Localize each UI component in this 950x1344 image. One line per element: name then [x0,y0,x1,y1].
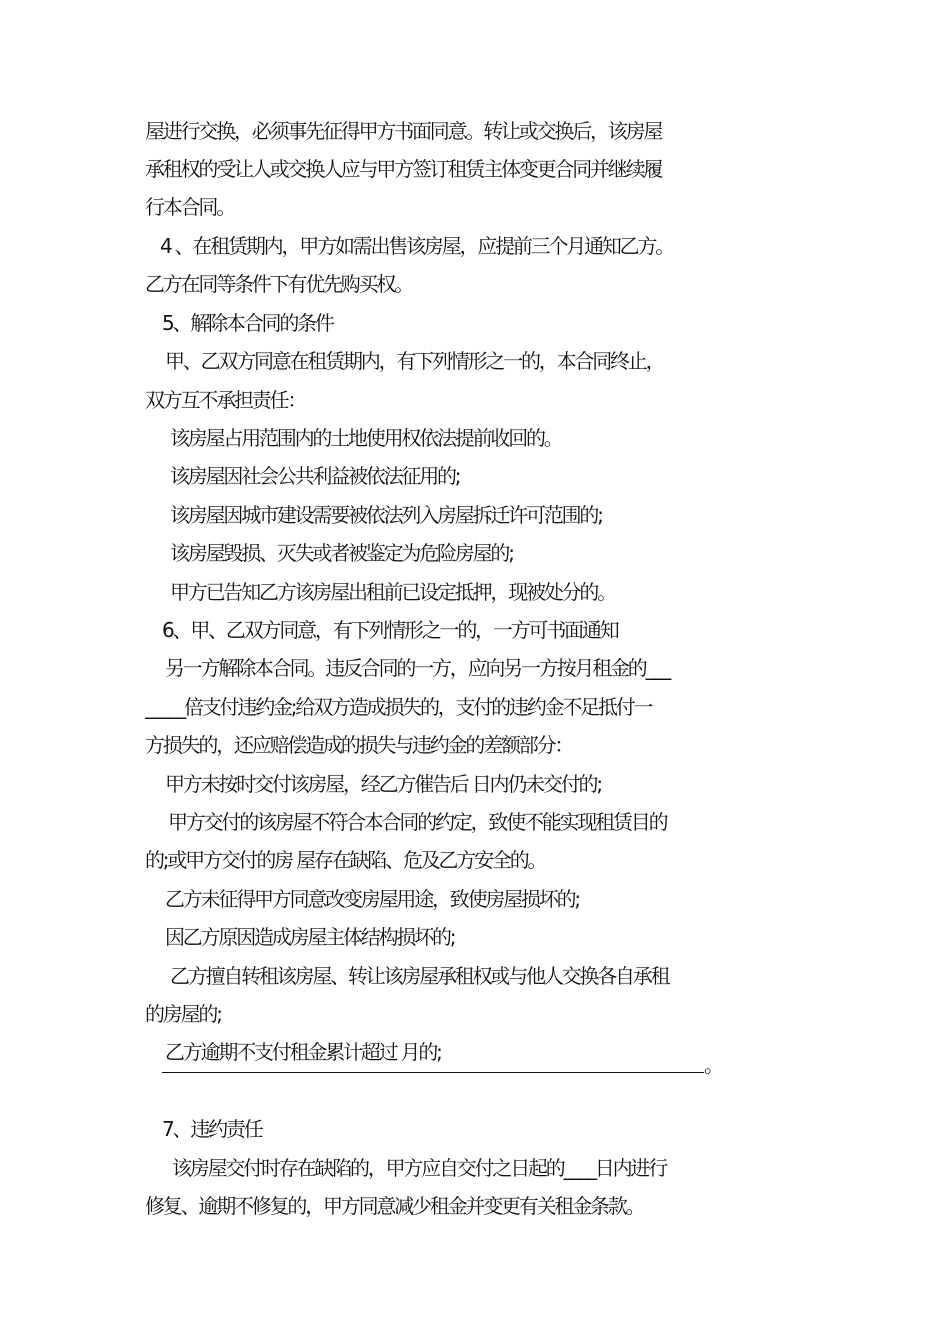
list-item: 该房屋占用范围内的土地使用权依法提前收回的。 [170,426,562,450]
list-item: 甲方交付的该房屋不符合本合同的约定，致使不能实现租赁目的 [168,810,667,834]
list-item: 甲方已告知乙方该房屋出租前已设定抵押，现被处分的。 [170,580,615,604]
list-item: 甲方未按时交付该房屋，经乙方催告后 日内仍未交付的; [165,772,601,796]
text-line: 修复、逾期不修复的，甲方同意减少租金并变更有关租金条款。 [145,1194,644,1218]
text-line: 行本合同。 [145,195,234,219]
section-5-heading: 5、解除本合同的条件 [162,311,333,335]
text-line: 双方互不承担责任： [145,388,306,412]
text-line: 该房屋交付时存在缺陷的，甲方应自交付之日起的____日内进行 [172,1156,666,1180]
section-7-heading: 7、违约责任 [162,1117,262,1141]
list-item: 该房屋毁损、灭失或者被鉴定为危险房屋的; [170,541,513,565]
text-line: _____倍支付违约金;给双方造成损失的，支付的违约金不足抵付一 [145,695,652,719]
blank-line-period: 。 [704,1053,724,1077]
text-line: 的房屋的; [145,1002,221,1026]
list-item: 该房屋因城市建设需要被依法列入房屋拆迁许可范围的; [170,503,602,527]
text-line: 承租权的受让人或交换人应与甲方签订租赁主体变更合同并继续履 [145,157,662,181]
text-line: 甲、乙双方同意在租赁期内，有下列情形之一的，本合同终止， [165,349,664,373]
section-4-line: 4 、在租赁期内，甲方如需出售该房屋，应提前三个月通知乙方。 [160,234,674,258]
section-6-line: 6、甲、乙双方同意，有下列情形之一的，一方可书面通知 [162,618,618,642]
text-line: 屋进行交换，必须事先征得甲方书面同意。转让或交换后，该房屋 [145,119,662,143]
list-item: 因乙方原因造成房屋主体结构损坏的; [165,925,455,949]
blank-fill-line [162,1072,704,1073]
text-line: 乙方在同等条件下有优先购买权。 [145,272,412,296]
list-item: 乙方逾期不支付租金累计超过 月的; [165,1040,441,1064]
list-item: 乙方未征得甲方同意改变房屋用途，致使房屋损坏的; [165,887,579,911]
list-item: 乙方擅自转租该房屋、转让该房屋承租权或与他人交换各自承租 [170,964,669,988]
list-item: 该房屋因社会公共利益被依法征用的; [170,464,460,488]
text-line: 另一方解除本合同。违反合同的一方，应向另一方按月租金的___ [165,656,669,680]
text-line: 的;或甲方交付的房 屋存在缺陷、危及乙方安全的。 [145,848,546,872]
text-line: 方损失的，还应赔偿造成的损失与违约金的差额部分： [145,733,573,757]
